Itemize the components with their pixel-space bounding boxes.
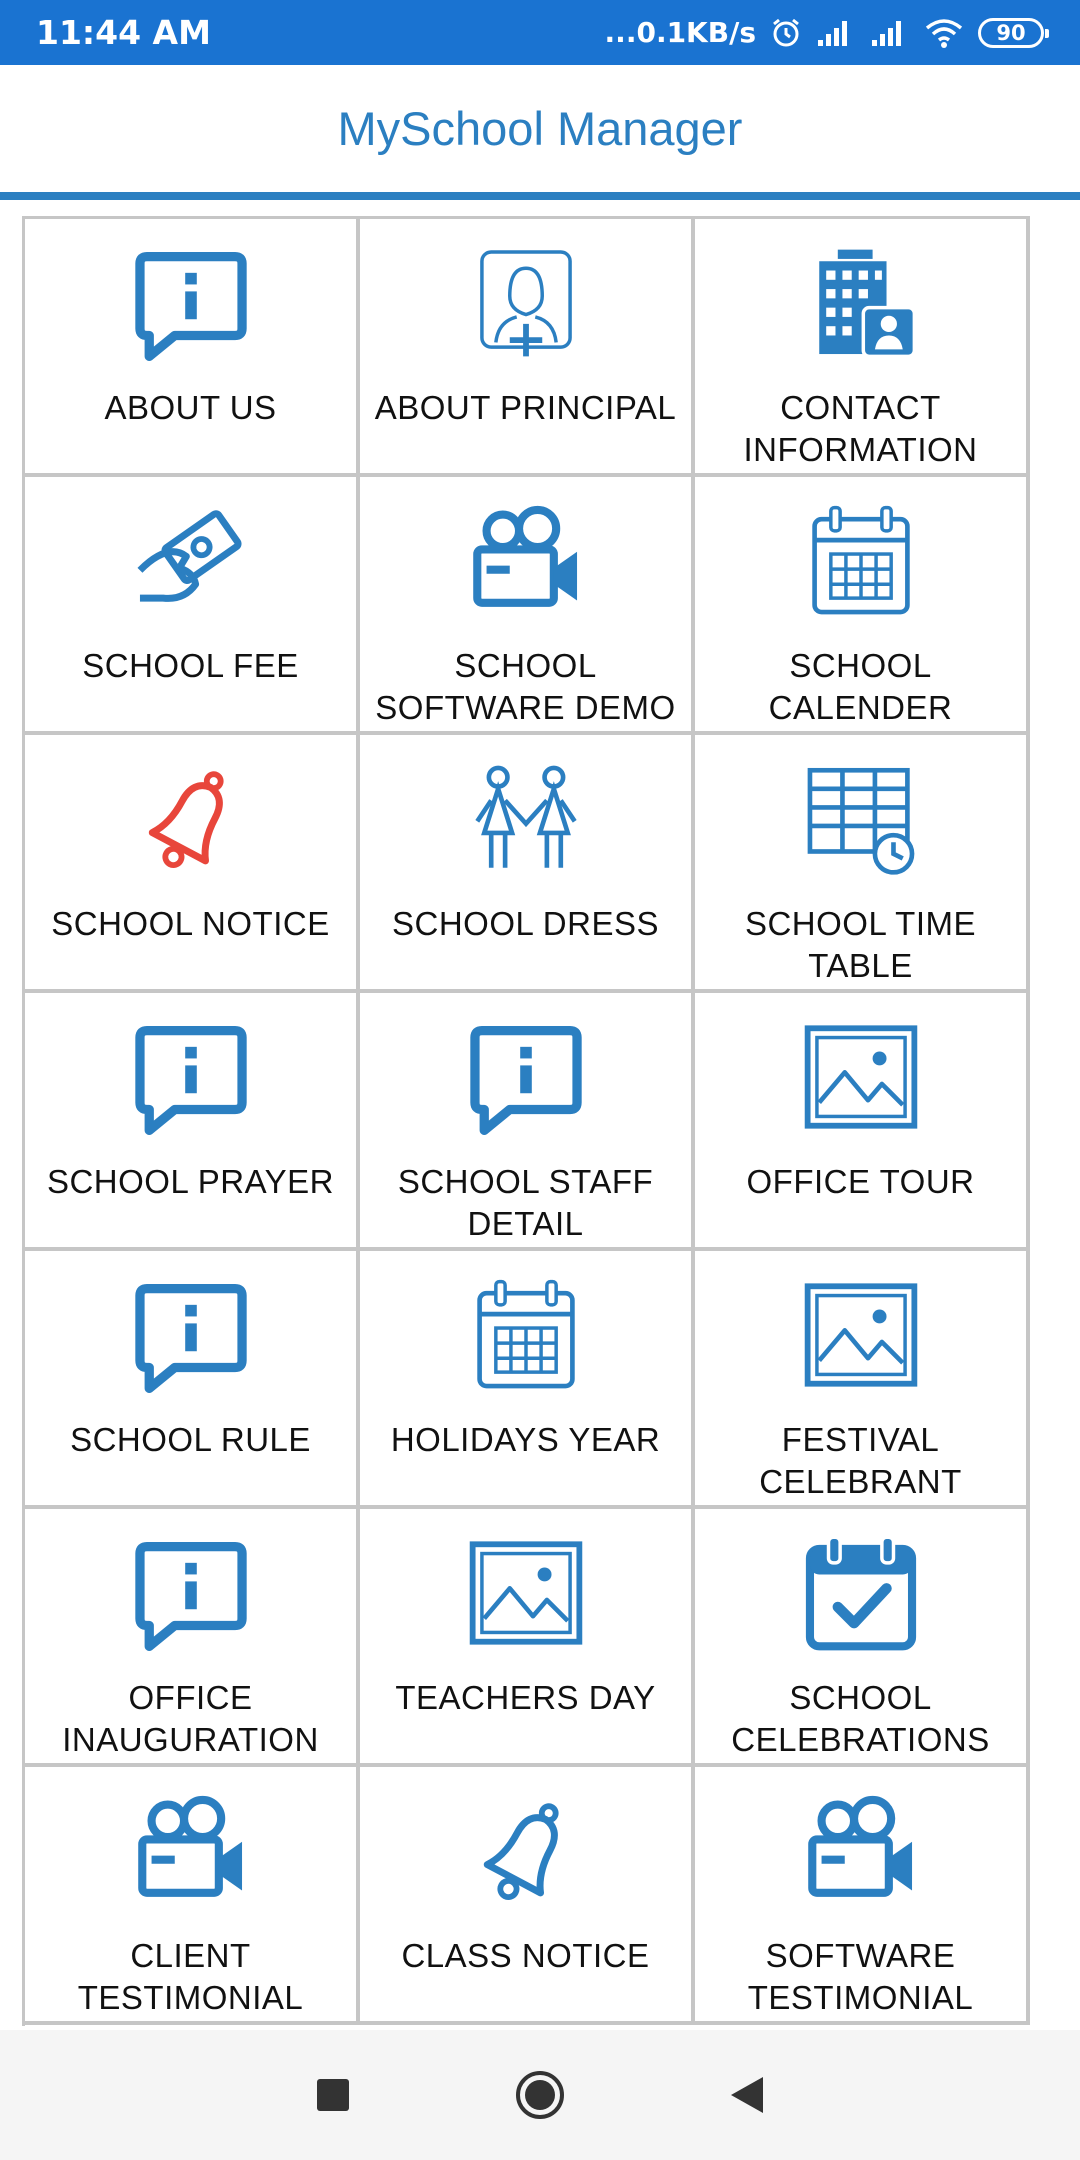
menu-tile-teachers-day[interactable] (360, 1509, 695, 1767)
menu-tile-label: SCHOOL CALENDER (768, 647, 953, 726)
menu-tile-label: SCHOOL NOTICE (51, 905, 330, 942)
video-camera-icon (131, 1791, 251, 1911)
video-camera-icon (466, 501, 586, 621)
menu-tile-label: HOLIDAYS YEAR (390, 1421, 661, 1458)
picture-icon (466, 1533, 586, 1653)
menu-tile-label: FESTIVAL CELEBRANT (759, 1421, 962, 1500)
home-button[interactable] (500, 2055, 580, 2135)
menu-tile-label: OFFICE TOUR (746, 1163, 975, 1200)
menu-tile-label: OFFICE INAUGURATION (62, 1679, 319, 1758)
children-icon (466, 759, 586, 879)
status-bar (0, 0, 1080, 65)
menu-tile-festival-celebrant[interactable] (695, 1251, 1030, 1509)
status-icons (605, 16, 1044, 49)
back-button[interactable] (707, 2055, 787, 2135)
app-title: MySchool Manager (337, 102, 743, 155)
app-bar (0, 65, 1080, 200)
home-icon (513, 2068, 567, 2122)
video-camera-icon (801, 1791, 921, 1911)
status-time: 11:44 AM (36, 13, 211, 52)
picture-icon (801, 1017, 921, 1137)
menu-tile-label: SOFTWARE TESTIMONIAL (747, 1937, 974, 2016)
menu-tile-contact-information[interactable] (695, 219, 1030, 477)
menu-tile-label: TEACHERS DAY (395, 1679, 656, 1716)
menu-grid (22, 216, 1030, 2026)
info-chat-icon (131, 1533, 251, 1653)
menu-tile-label: SCHOOL PRAYER (46, 1163, 335, 1200)
menu-tile-school-notice[interactable] (25, 735, 360, 993)
menu-tile-office-tour[interactable] (695, 993, 1030, 1251)
menu-tile-label: SCHOOL TIME TABLE (744, 905, 977, 984)
menu-tile-label: SCHOOL CELEBRATIONS (731, 1679, 990, 1758)
menu-tile-school-calender[interactable] (695, 477, 1030, 735)
signal-icon (816, 18, 856, 48)
calendar-icon (466, 1275, 586, 1395)
menu-tile-label: CONTACT INFORMATION (743, 389, 978, 468)
menu-tile-school-staff-detail[interactable] (360, 993, 695, 1251)
bell-icon (131, 759, 251, 879)
menu-tile-school-prayer[interactable] (25, 993, 360, 1251)
menu-tile-about-us[interactable] (25, 219, 360, 477)
info-chat-icon (466, 1017, 586, 1137)
menu-tile-office-inauguration[interactable] (25, 1509, 360, 1767)
menu-tile-label: CLASS NOTICE (401, 1937, 650, 1974)
menu-tile-label: SCHOOL STAFF DETAIL (397, 1163, 654, 1242)
building-contact-icon (801, 243, 921, 363)
timetable-icon (801, 759, 921, 879)
menu-tile-school-rule[interactable] (25, 1251, 360, 1509)
menu-tile-label: SCHOOL SOFTWARE DEMO (375, 647, 676, 726)
back-icon (729, 2075, 765, 2115)
info-chat-icon (131, 1275, 251, 1395)
menu-tile-label: SCHOOL RULE (70, 1421, 311, 1458)
network-speed: ...0.1KB/s (604, 16, 756, 49)
recents-icon (315, 2077, 351, 2113)
alarm-icon (770, 17, 802, 49)
recents-button[interactable] (293, 2055, 373, 2135)
battery-icon (978, 18, 1044, 48)
calendar-check-icon (801, 1533, 921, 1653)
battery-level: 90 (996, 20, 1026, 45)
hand-money-icon (131, 501, 251, 621)
principal-portrait-icon (466, 243, 586, 363)
system-nav-bar (0, 2030, 1080, 2160)
menu-tile-holidays-year[interactable] (360, 1251, 695, 1509)
menu-tile-label: ABOUT US (104, 389, 277, 426)
menu-tile-label: ABOUT PRINCIPAL (374, 389, 677, 426)
menu-tile-client-testimonial[interactable] (25, 1767, 360, 2025)
wifi-icon (924, 17, 964, 49)
menu-tile-label: CLIENT TESTIMONIAL (77, 1937, 304, 2016)
menu-tile-school-celebrations[interactable] (695, 1509, 1030, 1767)
menu-tile-school-dress[interactable] (360, 735, 695, 993)
calendar-icon (801, 501, 921, 621)
menu-tile-label: SCHOOL DRESS (391, 905, 659, 942)
info-chat-icon (131, 1017, 251, 1137)
menu-tile-school-software-demo[interactable] (360, 477, 695, 735)
menu-tile-school-fee[interactable] (25, 477, 360, 735)
menu-tile-software-testimonial[interactable] (695, 1767, 1030, 2025)
signal-icon (870, 18, 910, 48)
info-chat-icon (131, 243, 251, 363)
menu-tile-class-notice[interactable] (360, 1767, 695, 2025)
picture-icon (801, 1275, 921, 1395)
bell-icon (466, 1791, 586, 1911)
menu-tile-school-time-table[interactable] (695, 735, 1030, 993)
menu-tile-about-principal[interactable] (360, 219, 695, 477)
menu-tile-label: SCHOOL FEE (82, 647, 299, 684)
